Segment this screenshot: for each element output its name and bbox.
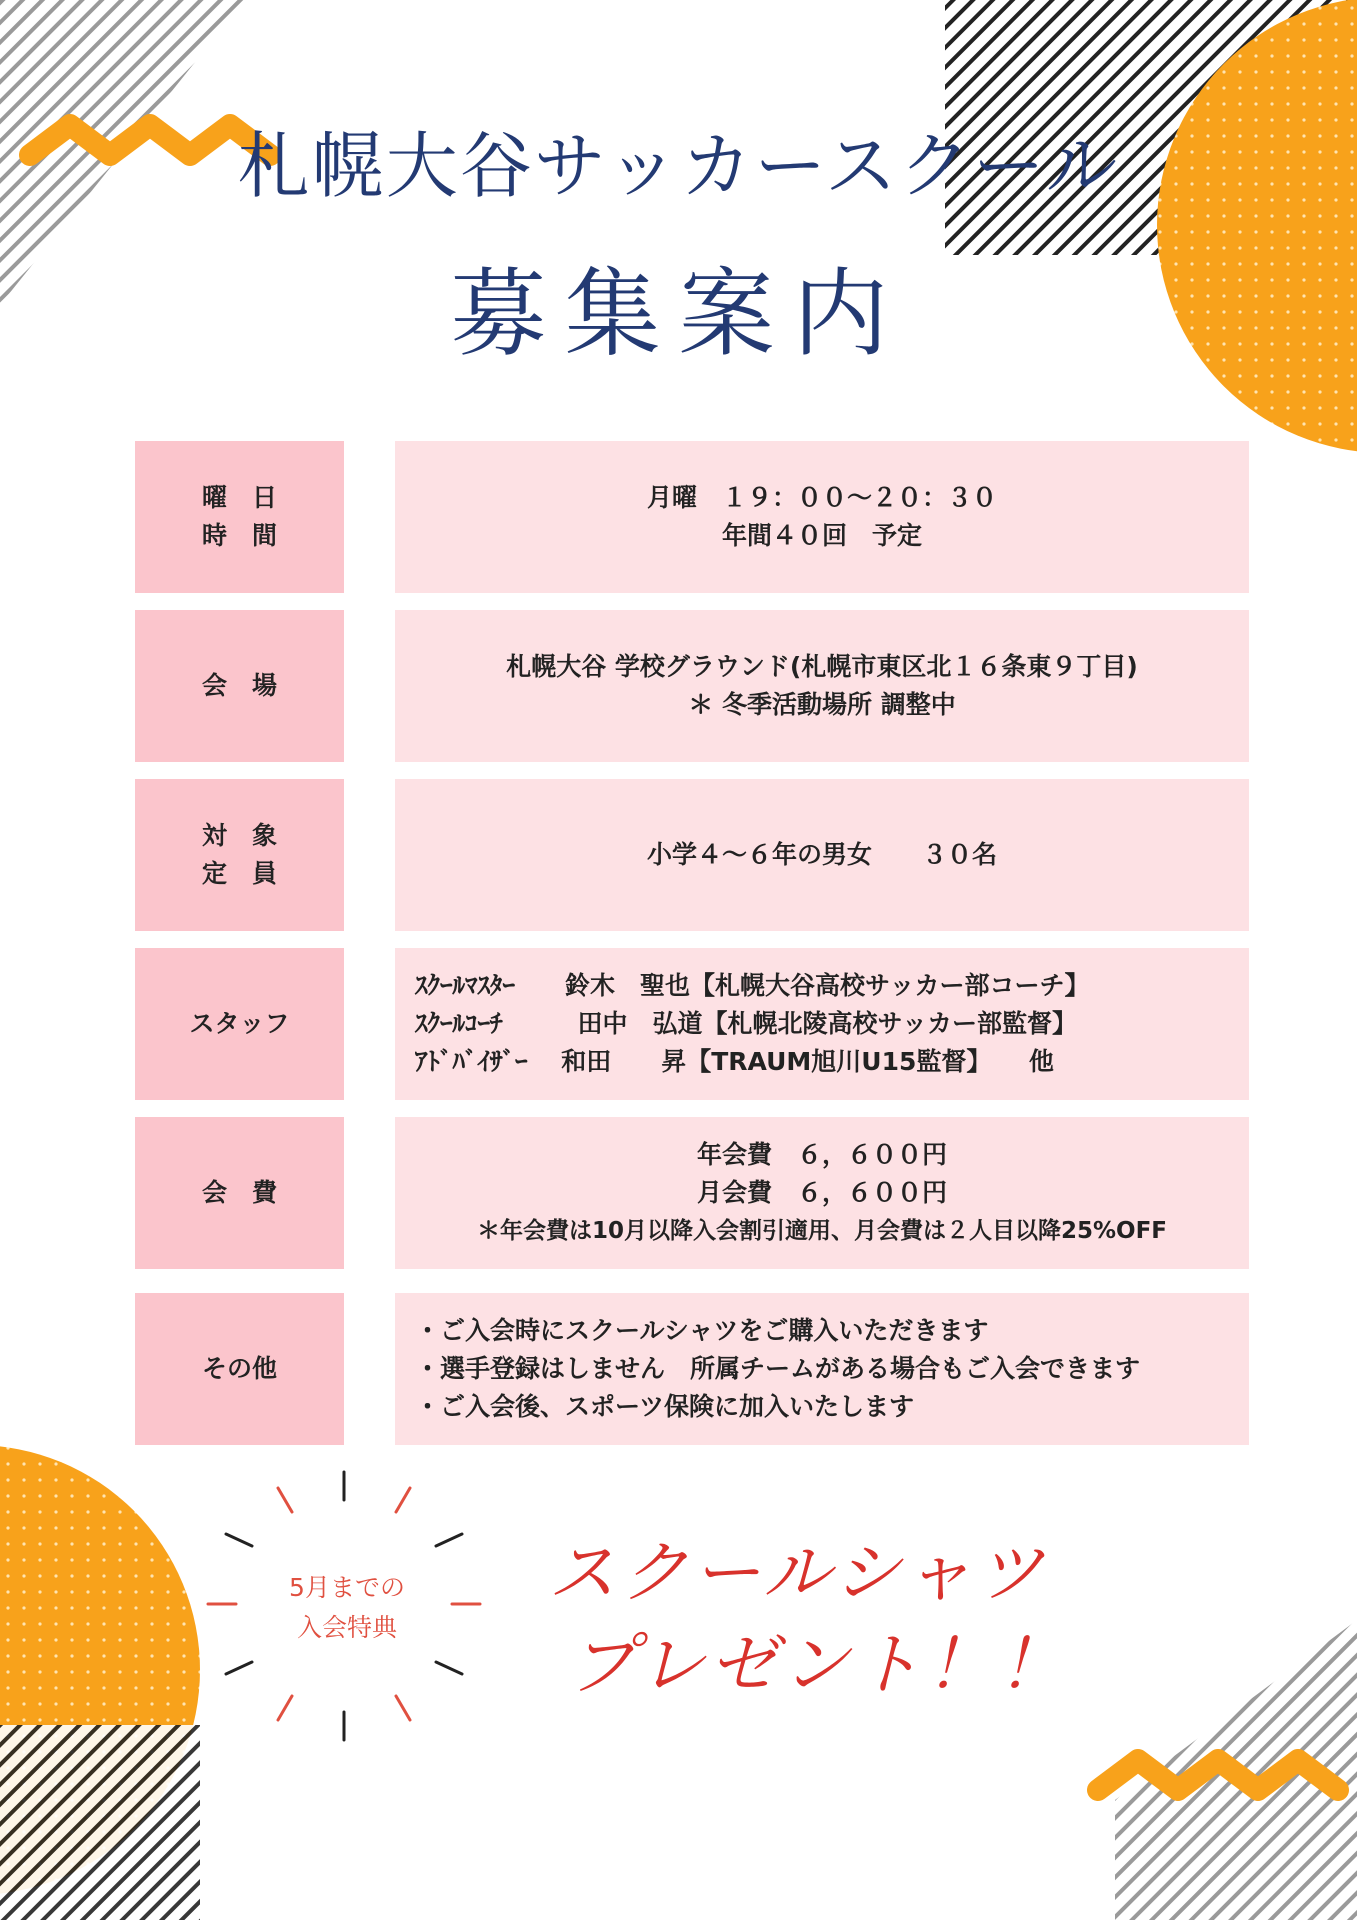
info-value-line: 月曜 １９：００～２０：３０ bbox=[646, 483, 997, 512]
info-value-line: 年会費 ６，６００円 bbox=[696, 1140, 947, 1169]
info-row-eligibility bbox=[135, 779, 1249, 931]
info-value bbox=[395, 610, 1249, 762]
info-label bbox=[135, 948, 344, 1100]
info-value bbox=[395, 1117, 1249, 1269]
info-label-line: 対 象 bbox=[201, 821, 277, 850]
info-value-line: 小学４～６年の男女 ３０名 bbox=[646, 840, 997, 869]
promo-badge bbox=[262, 1568, 432, 1648]
info-value-line: ・ご入会時にスクールシャツをご購入いただきます bbox=[415, 1316, 989, 1345]
promo-headline-line: スクールシャツ bbox=[548, 1534, 1048, 1613]
info-row-other bbox=[135, 1293, 1249, 1445]
info-label-line: 時 間 bbox=[201, 521, 277, 550]
info-label bbox=[135, 1117, 344, 1269]
info-value-line: ｱﾄﾞﾊﾞｲｻﾞｰ 和田 昇【TRAUM旭川U15監督】 他 bbox=[415, 1047, 1054, 1076]
info-value bbox=[395, 1293, 1249, 1445]
info-label bbox=[135, 441, 344, 593]
info-value-line: 札幌大谷 学校グラウンド(札幌市東区北１６条東９丁目) bbox=[506, 652, 1138, 681]
info-label-line: 会 場 bbox=[201, 671, 277, 700]
info-row-venue bbox=[135, 610, 1249, 762]
info-label-line: その他 bbox=[201, 1354, 277, 1383]
info-value-line: ｽｸｰﾙﾏｽﾀｰ 鈴木 聖也【札幌大谷高校サッカー部コーチ】 bbox=[415, 971, 1090, 1000]
info-value-line: ｽｸｰﾙｺｰﾁ 田中 弘道【札幌北陵高校サッカー部監督】 bbox=[415, 1009, 1078, 1038]
info-row-staff bbox=[135, 948, 1249, 1100]
info-value-line: ＊ 冬季活動場所 調整中 bbox=[688, 690, 956, 719]
info-value-line: 月会費 ６，６００円 bbox=[696, 1178, 947, 1207]
info-label-line: スタッフ bbox=[189, 1009, 290, 1038]
info-value-line: ＊年会費は10月以降入会割引適用、月会費は２人目以降25%OFF bbox=[476, 1218, 1168, 1244]
page-title: 募集案内 bbox=[450, 258, 907, 370]
info-value-line: ・選手登録はしません 所属チームがある場合もご入会できます bbox=[415, 1354, 1141, 1383]
info-row-schedule bbox=[135, 441, 1249, 593]
school-title: 札幌大谷サッカースクール bbox=[237, 124, 1120, 208]
promo-headline bbox=[548, 1528, 1068, 1712]
stripe-shape-bottom-left bbox=[0, 1725, 200, 1920]
info-value bbox=[395, 441, 1249, 593]
info-value bbox=[395, 948, 1249, 1100]
info-label-line: 会 費 bbox=[201, 1178, 277, 1207]
promo-headline-line: プレゼント！！ bbox=[568, 1626, 1070, 1705]
info-value-line: ・ご入会後、スポーツ保険に加入いたします bbox=[415, 1392, 915, 1421]
promo-badge-line: 入会特典 bbox=[296, 1613, 397, 1642]
info-value-line: 年間４０回 予定 bbox=[721, 521, 922, 550]
info-label-line: 曜 日 bbox=[201, 483, 277, 512]
info-label bbox=[135, 610, 344, 762]
promo-badge-line: 5月までの bbox=[289, 1573, 405, 1602]
info-label bbox=[135, 779, 344, 931]
info-value bbox=[395, 779, 1249, 931]
info-row-fees bbox=[135, 1117, 1249, 1269]
info-label bbox=[135, 1293, 344, 1445]
info-label-line: 定 員 bbox=[201, 859, 277, 888]
